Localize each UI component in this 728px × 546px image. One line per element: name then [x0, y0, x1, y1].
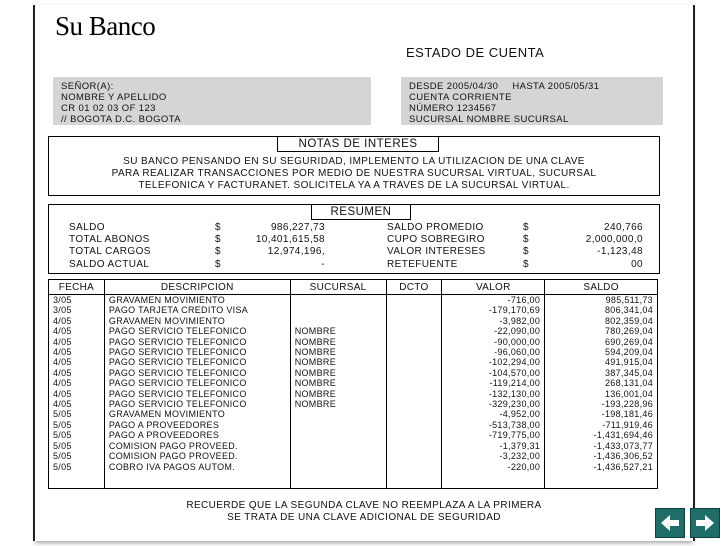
cell-valor: -719,775,00 [442, 430, 545, 440]
table-filler-row [49, 472, 658, 489]
cell-sucursal: NOMBRE [290, 326, 386, 336]
cell-descripcion: PAGO SERVICIO TELEFONICO [104, 347, 290, 357]
table-row [49, 347, 658, 357]
cell-fecha: 4/05 [49, 316, 105, 326]
cell-valor: -90,000,00 [442, 337, 545, 347]
period-line [409, 81, 663, 92]
filler-cell [386, 472, 442, 489]
summary-row-valor-intereses [387, 246, 657, 258]
cell-sucursal [290, 295, 386, 306]
summary-row-saldo [69, 222, 339, 234]
cell-saldo: 136,001,04 [545, 389, 658, 399]
column-header-saldo: SALDO [545, 280, 658, 295]
cell-descripcion: GRAVAMEN MOVIMIENTO [104, 295, 290, 306]
client-line: // BOGOTA D.C. BOGOTA [61, 114, 181, 125]
cell-descripcion: PAGO SERVICIO TELEFONICO [104, 326, 290, 336]
cell-fecha: 5/05 [49, 441, 105, 451]
previous-slide-button[interactable] [655, 508, 685, 538]
column-header-dcto: DCTO [386, 280, 442, 295]
cell-dcto [386, 420, 442, 430]
cell-valor: -4,952,00 [442, 409, 545, 419]
column-header-fecha: FECHA [49, 280, 105, 295]
notes-title: NOTAS DE INTERES [277, 136, 439, 152]
cell-sucursal: NOMBRE [290, 399, 386, 409]
cell-valor: -3,982,00 [442, 316, 545, 326]
period-from: DESDE 2005/04/30 [409, 81, 499, 92]
cell-valor: -102,294,00 [442, 357, 545, 367]
cell-saldo: -1,436,306,52 [545, 451, 658, 461]
cell-fecha: 3/05 [49, 305, 105, 315]
cell-saldo: 802,359,04 [545, 316, 658, 326]
table-row [49, 399, 658, 409]
cell-saldo: 690,269,04 [545, 337, 658, 347]
notes-line: SU BANCO PENSANDO EN SU SEGURIDAD, IMPLEMENTO LA UTILIZACION DE UNA CLAVE [123, 156, 585, 167]
cell-valor: -329,230,00 [442, 399, 545, 409]
cell-fecha: 5/05 [49, 462, 105, 472]
notes-line: TELEFONICA Y FACTURANET. SOLICITELA YA A TRAVES DE LA SUCURSAL VIRTUAL. [138, 180, 570, 191]
cell-saldo: 806,341,04 [545, 305, 658, 315]
movements-body [49, 295, 658, 489]
cell-dcto [386, 399, 442, 409]
cell-descripcion: GRAVAMEN MOVIMIENTO [104, 409, 290, 419]
arrow-left-icon [659, 512, 681, 534]
notes-line: PARA REALIZAR TRANSACCIONES POR MEDIO DE NUESTRA SUCURSAL VIRTUAL, SUCURSAL [111, 168, 597, 179]
cell-descripcion: PAGO SERVICIO TELEFONICO [104, 389, 290, 399]
cell-fecha: 4/05 [49, 337, 105, 347]
cell-descripcion: PAGO SERVICIO TELEFONICO [104, 368, 290, 378]
cell-sucursal [290, 420, 386, 430]
currency-sign: $ [215, 222, 221, 233]
table-row [49, 462, 658, 472]
summary-value: 00 [631, 258, 643, 270]
cell-valor: -513,738,00 [442, 420, 545, 430]
account-type: CUENTA CORRIENTE [409, 92, 512, 103]
cell-descripcion: COBRO IVA PAGOS AUTOM. [104, 462, 290, 472]
summary-label: SALDO ACTUAL [69, 258, 150, 270]
cell-dcto [386, 462, 442, 472]
cell-sucursal [290, 316, 386, 326]
cell-descripcion: PAGO TARJETA CREDITO VISA [104, 305, 290, 315]
footer-line: SE TRATA DE UNA CLAVE ADICIONAL DE SEGURIDAD [227, 512, 501, 523]
table-row [49, 357, 658, 367]
cell-dcto [386, 389, 442, 399]
cell-saldo: 268,131,04 [545, 378, 658, 388]
table-row [49, 316, 658, 326]
column-header-valor: VALOR [442, 280, 545, 295]
cell-valor: -716,00 [442, 295, 545, 306]
currency-sign: $ [523, 222, 529, 233]
cell-fecha: 4/05 [49, 357, 105, 367]
cell-valor: -220,00 [442, 462, 545, 472]
cell-dcto [386, 316, 442, 326]
filler-cell [442, 472, 545, 489]
summary-label: SALDO [69, 222, 105, 233]
summary-value: 240,766 [604, 222, 643, 233]
cell-valor: -22,090,00 [442, 326, 545, 336]
cell-saldo: -193,228,96 [545, 399, 658, 409]
cell-descripcion: COMISION PAGO PROVEED. [104, 441, 290, 451]
cell-fecha: 5/05 [49, 409, 105, 419]
currency-sign: $ [215, 246, 221, 258]
cell-valor: -96,060,00 [442, 347, 545, 357]
currency-sign: $ [523, 234, 529, 246]
cell-descripcion: PAGO A PROVEEDORES [104, 430, 290, 440]
table-row [49, 451, 658, 461]
cell-sucursal: NOMBRE [290, 337, 386, 347]
cell-saldo: 387,345,04 [545, 368, 658, 378]
cell-valor: -104,570,00 [442, 368, 545, 378]
cell-fecha: 4/05 [49, 368, 105, 378]
cell-descripcion: PAGO SERVICIO TELEFONICO [104, 378, 290, 388]
summary-label: RETEFUENTE [387, 258, 458, 270]
account-info-box [401, 77, 663, 125]
summary-label: TOTAL ABONOS [69, 234, 150, 246]
summary-row-total-cargos [69, 246, 339, 258]
cell-descripcion: PAGO SERVICIO TELEFONICO [104, 337, 290, 347]
summary-value: 986,227,73 [270, 222, 325, 233]
filler-cell [545, 472, 658, 489]
cell-saldo: -198,181,46 [545, 409, 658, 419]
filler-cell [104, 472, 290, 489]
summary-label: VALOR INTERESES [387, 246, 486, 258]
client-info-box [53, 77, 371, 125]
cell-saldo: 985,511,73 [545, 295, 658, 306]
notes-section [48, 136, 660, 196]
cell-valor: -119,214,00 [442, 378, 545, 388]
cell-dcto [386, 295, 442, 306]
cell-dcto [386, 337, 442, 347]
cell-fecha: 4/05 [49, 347, 105, 357]
cell-sucursal: NOMBRE [290, 378, 386, 388]
cell-saldo: -1,436,527,21 [545, 462, 658, 472]
table-row [49, 305, 658, 315]
table-row [49, 326, 658, 336]
cell-sucursal [290, 441, 386, 451]
table-row [49, 430, 658, 440]
summary-value: 10,401,615,58 [255, 234, 325, 246]
cell-descripcion: GRAVAMEN MOVIMIENTO [104, 316, 290, 326]
currency-sign: $ [523, 258, 529, 270]
cell-dcto [386, 347, 442, 357]
cell-saldo: 780,269,04 [545, 326, 658, 336]
summary-row-cupo-sobregiro [387, 234, 657, 246]
client-line: NOMBRE Y APELLIDO [61, 92, 167, 103]
summary-row-saldo-actual [69, 259, 339, 271]
account-number: NÚMERO 1234567 [409, 103, 497, 114]
cell-sucursal [290, 430, 386, 440]
cell-saldo: 491,915,04 [545, 357, 658, 367]
table-row [49, 441, 658, 451]
column-header-sucursal: SUCURSAL [290, 280, 386, 295]
document-title: ESTADO DE CUENTA [406, 45, 545, 60]
cell-dcto [386, 441, 442, 451]
column-header-descripcion: DESCRIPCION [104, 280, 290, 295]
cell-saldo: 594,209,04 [545, 347, 658, 357]
currency-sign: $ [215, 234, 221, 246]
summary-title: RESUMEN [311, 204, 411, 220]
cell-descripcion: PAGO SERVICIO TELEFONICO [104, 357, 290, 367]
cell-fecha: 5/05 [49, 430, 105, 440]
cell-saldo: -711,919,46 [545, 420, 658, 430]
cell-descripcion: COMISION PAGO PROVEED. [104, 451, 290, 461]
summary-row-total-abonos [69, 234, 339, 246]
cell-fecha: 4/05 [49, 378, 105, 388]
cell-valor: -179,170,69 [442, 305, 545, 315]
cell-dcto [386, 326, 442, 336]
cell-sucursal: NOMBRE [290, 389, 386, 399]
cell-fecha: 5/05 [49, 451, 105, 461]
summary-value: - [321, 258, 325, 270]
summary-left-column [69, 222, 339, 271]
footer-line: RECUERDE QUE LA SEGUNDA CLAVE NO REEMPLAZA A LA PRIMERA [186, 500, 542, 511]
table-row [49, 337, 658, 347]
cell-saldo: -1,433,073,77 [545, 441, 658, 451]
table-row [49, 389, 658, 399]
cell-dcto [386, 430, 442, 440]
table-row [49, 368, 658, 378]
cell-sucursal [290, 451, 386, 461]
table-header-row [49, 280, 658, 295]
summary-label: CUPO SOBREGIRO [387, 234, 485, 246]
cell-saldo: -1,431,694,46 [545, 430, 658, 440]
summary-label: TOTAL CARGOS [69, 246, 151, 258]
currency-sign: $ [523, 246, 529, 258]
table-row [49, 295, 658, 306]
cell-descripcion: PAGO SERVICIO TELEFONICO [104, 399, 290, 409]
cell-dcto [386, 378, 442, 388]
table-row [49, 409, 658, 419]
statement-page [35, 5, 693, 541]
summary-section [48, 204, 660, 274]
summary-right-column [387, 222, 657, 271]
filler-cell [49, 472, 105, 489]
notes-text [49, 156, 659, 192]
filler-cell [290, 472, 386, 489]
cell-dcto [386, 368, 442, 378]
cell-dcto [386, 409, 442, 419]
cell-dcto [386, 451, 442, 461]
summary-row-retefuente [387, 259, 657, 271]
summary-label: SALDO PROMEDIO [387, 222, 484, 233]
summary-value: 2,000,000,0 [585, 234, 643, 246]
client-line: SEÑOR(A): [61, 81, 114, 92]
cell-dcto [386, 305, 442, 315]
period-to: HASTA 2005/05/31 [512, 81, 600, 92]
cell-dcto [386, 357, 442, 367]
cell-fecha: 5/05 [49, 420, 105, 430]
table-row [49, 420, 658, 430]
cell-sucursal [290, 409, 386, 419]
client-line: CR 01 02 03 OF 123 [61, 103, 156, 114]
currency-sign: $ [215, 258, 221, 270]
cell-descripcion: PAGO A PROVEEDORES [104, 420, 290, 430]
cell-sucursal [290, 305, 386, 315]
summary-row-saldo-promedio [387, 222, 657, 234]
bank-logo: Su Banco [55, 11, 156, 41]
cell-fecha: 4/05 [49, 326, 105, 336]
table-row [49, 378, 658, 388]
cell-fecha: 4/05 [49, 399, 105, 409]
cell-fecha: 4/05 [49, 389, 105, 399]
arrow-right-icon [694, 512, 716, 534]
cell-fecha: 3/05 [49, 295, 105, 306]
cell-sucursal: NOMBRE [290, 357, 386, 367]
cell-sucursal: NOMBRE [290, 347, 386, 357]
cell-sucursal: NOMBRE [290, 368, 386, 378]
cell-valor: -1,379,31 [442, 441, 545, 451]
summary-value: 12,974,196, [267, 246, 325, 258]
next-slide-button[interactable] [690, 508, 720, 538]
cell-valor: -132,130,00 [442, 389, 545, 399]
summary-value: -1,123,48 [597, 246, 643, 258]
footer-note [35, 500, 693, 524]
movements-table [48, 279, 658, 489]
cell-sucursal [290, 462, 386, 472]
account-branch: SUCURSAL NOMBRE SUCURSAL [409, 114, 569, 125]
cell-valor: -3,232,00 [442, 451, 545, 461]
